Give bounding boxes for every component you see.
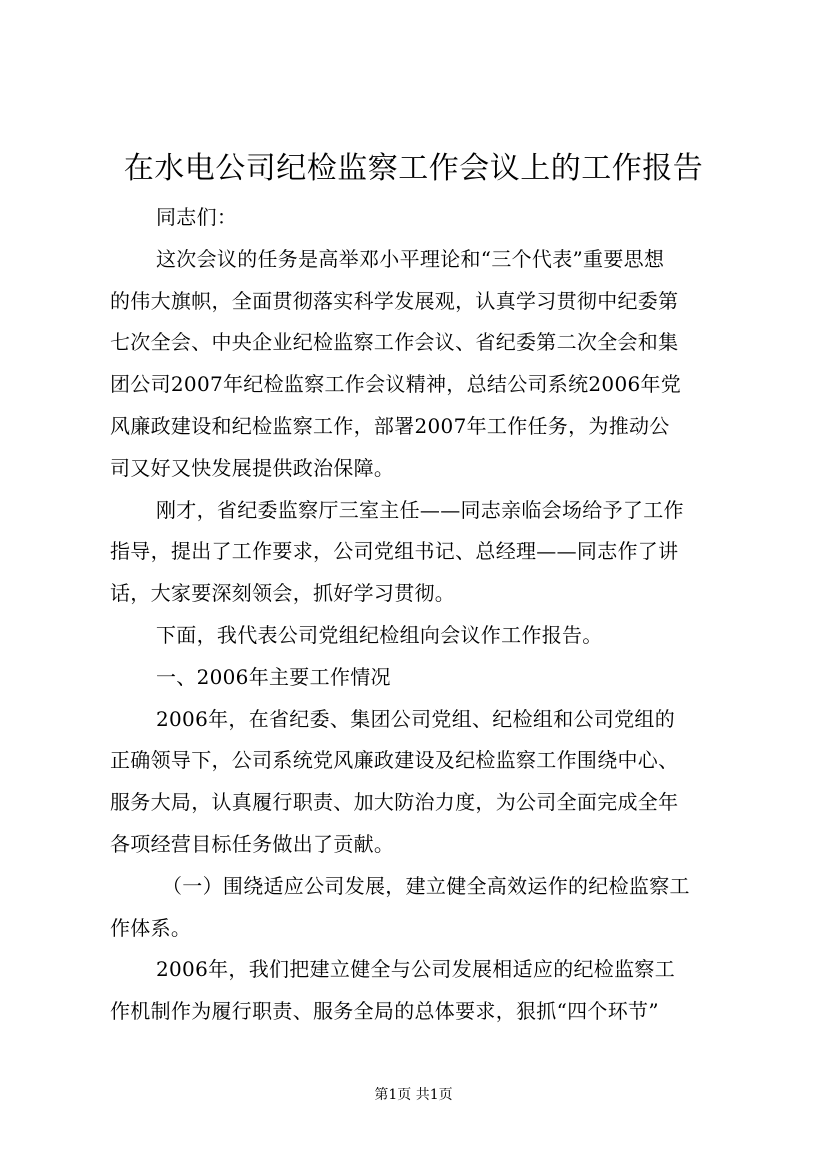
text-line: 下面，我代表公司党组纪检组向会议作工作报告。	[156, 622, 603, 647]
text-line: 作体系。	[110, 915, 192, 940]
document-body	[110, 197, 740, 1033]
text-line: 刚才，省纪委监察厅三室主任——同志亲临会场给予了工作	[156, 497, 684, 522]
document-title: 在水电公司纪检监察工作会议上的工作报告	[123, 151, 704, 186]
text-line: 2006年，在省纪委、集团公司党组、纪检组和公司党组的	[156, 706, 675, 731]
text-line: 指导，提出了工作要求，公司党组书记、总经理——同志作了讲	[110, 539, 679, 564]
page-footer: 第1页 共1页	[374, 1087, 453, 1103]
text-line: 2006年，我们把建立健全与公司发展相适应的纪检监察工	[156, 957, 675, 982]
text-line: 服务大局，认真履行职责、加大防治力度，为公司全面完成全年	[110, 790, 679, 815]
subsection-heading: （一）围绕适应公司发展，建立健全高效运作的纪检监察工	[162, 873, 690, 898]
text-line: 七次全会、中央企业纪检监察工作会议、省纪委第二次全会和集	[110, 330, 679, 355]
text-line: 话，大家要深刻领会，抓好学习贯彻。	[110, 581, 456, 606]
text-line: 各项经营目标任务做出了贡献。	[110, 831, 395, 856]
text-line: 作机制作为履行职责、服务全局的总体要求，狠抓“四个环节”	[110, 999, 659, 1024]
text-line: 风廉政建设和纪检监察工作，部署2007年工作任务，为推动公	[110, 413, 670, 438]
section-heading: 一、2006年主要工作情况	[156, 664, 391, 689]
text-line: 同志们：	[156, 205, 238, 229]
text-line: 团公司2007年纪检监察工作会议精神，总结公司系统2006年党	[110, 372, 682, 397]
text-line: 司又好又快发展提供政治保障。	[110, 455, 395, 480]
text-line: 的伟大旗帜，全面贯彻落实科学发展观，认真学习贯彻中纪委第	[110, 288, 679, 313]
text-line: 这次会议的任务是高举邓小平理论和“三个代表”重要思想	[156, 246, 665, 271]
text-line: 正确领导下，公司系统党风廉政建设及纪检监察工作围绕中心、	[110, 748, 679, 773]
